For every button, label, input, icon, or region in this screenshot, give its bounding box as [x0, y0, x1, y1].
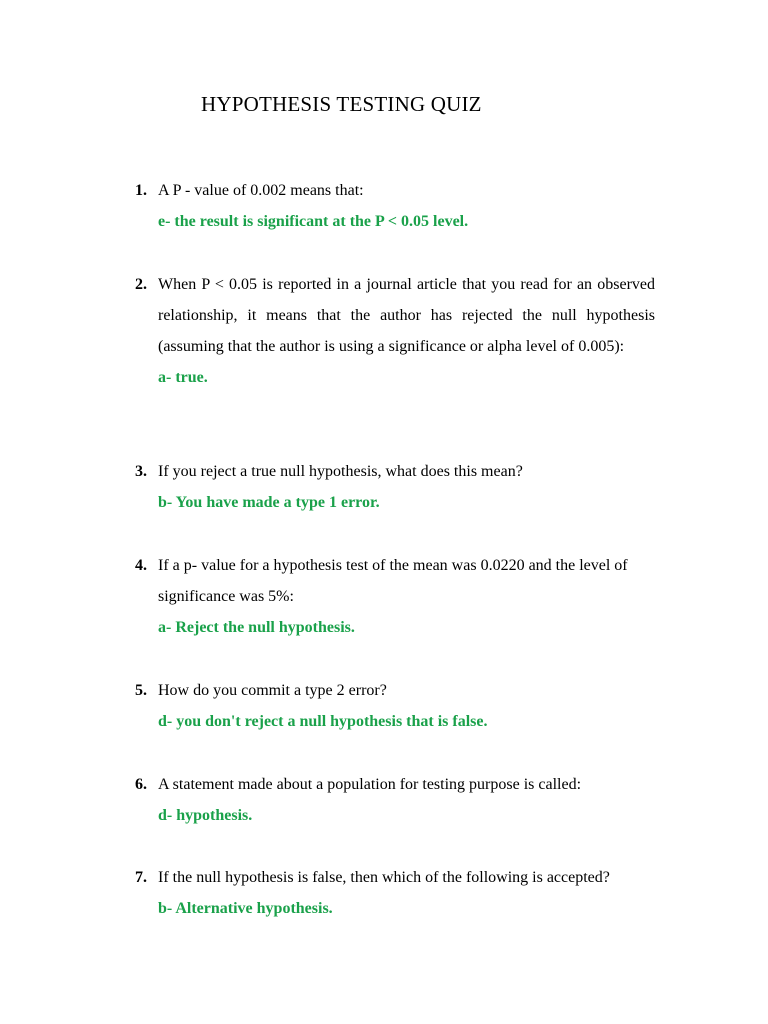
question-text: A statement made about a population for testing purpose is called: [158, 776, 582, 793]
question-text: How do you commit a type 2 error? [158, 682, 387, 699]
answer-text: e- the result is significant at the P < 0.05 level. [158, 213, 469, 230]
answer-text: a- true. [158, 369, 208, 386]
question-2 [135, 269, 655, 393]
question-7 [135, 862, 655, 924]
question-number: 7. [135, 869, 147, 886]
question-5 [135, 675, 655, 737]
question-6 [135, 769, 655, 831]
answer-text: b- You have made a type 1 error. [158, 494, 380, 511]
answer-text: a- Reject the null hypothesis. [158, 619, 355, 636]
question-text: If you reject a true null hypothesis, what does this mean? [158, 463, 523, 480]
question-number: 5. [135, 682, 147, 699]
question-1 [135, 175, 655, 237]
page-title: HYPOTHESIS TESTING QUIZ [201, 92, 482, 116]
question-number: 2. [135, 276, 147, 293]
question-text: If a p- value for a hypothesis test of the mean was 0.0220 and the level of significance was 5%: [158, 557, 628, 605]
answer-text: d- hypothesis. [158, 807, 253, 824]
answer-text: b- Alternative hypothesis. [158, 900, 333, 917]
question-text: A P - value of 0.002 means that: [158, 182, 364, 199]
question-3 [135, 456, 655, 518]
question-text: When P < 0.05 is reported in a journal article that you read for an observed relationship, it means that the author has rejected the null hypothesis (assuming that the author is using a significance or alpha level of 0.005): [158, 276, 655, 355]
question-text: If the null hypothesis is false, then which of the following is accepted? [158, 869, 610, 886]
question-number: 4. [135, 557, 147, 574]
question-number: 1. [135, 182, 147, 199]
answer-text: d- you don't reject a null hypothesis that is false. [158, 713, 488, 730]
question-number: 6. [135, 776, 147, 793]
question-number: 3. [135, 463, 147, 480]
question-4 [135, 550, 655, 643]
